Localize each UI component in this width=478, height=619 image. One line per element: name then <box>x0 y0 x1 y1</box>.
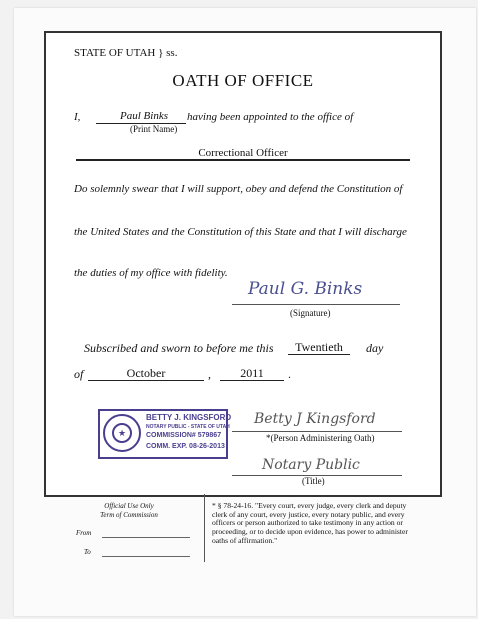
document-page <box>14 8 476 616</box>
stamp-line-2: NOTARY PUBLIC - STATE OF UTAH <box>146 424 230 430</box>
signature-caption: (Signature) <box>290 308 331 318</box>
month-value: October <box>126 366 166 380</box>
stamp-name: BETTY J. KINGSFORD <box>146 413 232 422</box>
footer-divider <box>204 494 205 562</box>
from-label: From <box>76 529 92 537</box>
notary-seal-icon: ★ <box>103 414 141 452</box>
day-value: Twentieth <box>295 340 343 354</box>
oath-line-2: the United States and the Constitution of this State and that I will discharge <box>74 226 407 238</box>
term-heading: Term of Commission <box>100 511 158 519</box>
signature-line <box>232 304 400 305</box>
official-use-heading: Official Use Only <box>104 502 154 510</box>
sworn-text: Subscribed and sworn to before me this <box>84 341 274 355</box>
oath-line-3: the duties of my office with fidelity. <box>74 267 228 279</box>
office-underline <box>76 159 410 161</box>
day-underline <box>288 354 350 355</box>
state-venue-line: STATE OF UTAH } ss. <box>74 47 178 59</box>
office-value: Correctional Officer <box>198 147 288 159</box>
month-underline <box>88 380 204 381</box>
document-title: OATH OF OFFICE <box>172 71 314 90</box>
title-handwriting: Notary Public <box>262 457 360 473</box>
title-caption: (Title) <box>302 476 325 486</box>
from-field <box>102 537 190 538</box>
oath-form-frame <box>44 31 442 497</box>
stamp-expiration: COMM. EXP. 08-26-2013 <box>146 443 225 450</box>
comma-separator: , <box>208 367 211 381</box>
administrator-signature: Betty J Kingsford <box>254 411 376 427</box>
printed-name-value: Paul Binks <box>120 110 168 122</box>
period: . <box>288 367 291 381</box>
appointment-text: having been appointed to the office of <box>187 111 354 123</box>
statute-footnote: * § 78-24-16. "Every court, every judge, every clerk and deputy clerk of any court, every justice, every notary public, and every officers or person authorized to take testimony in any action or proceeding, or to decide upon evidence, has power to administer oaths of affirmation." <box>212 501 408 545</box>
administrator-line <box>232 431 402 432</box>
year-value: 2011 <box>240 366 264 380</box>
administrator-caption: *(Person Administering Oath) <box>266 433 375 443</box>
stamp-commission: COMMISSION# 579867 <box>146 432 222 439</box>
year-underline <box>220 380 284 381</box>
day-label: day <box>366 341 384 355</box>
notary-stamp <box>98 409 232 459</box>
oath-line-1: Do solemnly swear that I will support, obey and defend the Constitution of <box>74 183 403 195</box>
of-label: of <box>74 367 84 381</box>
pronoun-i: I, <box>74 111 81 123</box>
print-name-caption: (Print Name) <box>130 124 178 134</box>
to-label: To <box>84 548 91 556</box>
to-field <box>102 556 190 557</box>
officer-signature: Paul G. Binks <box>248 279 363 299</box>
